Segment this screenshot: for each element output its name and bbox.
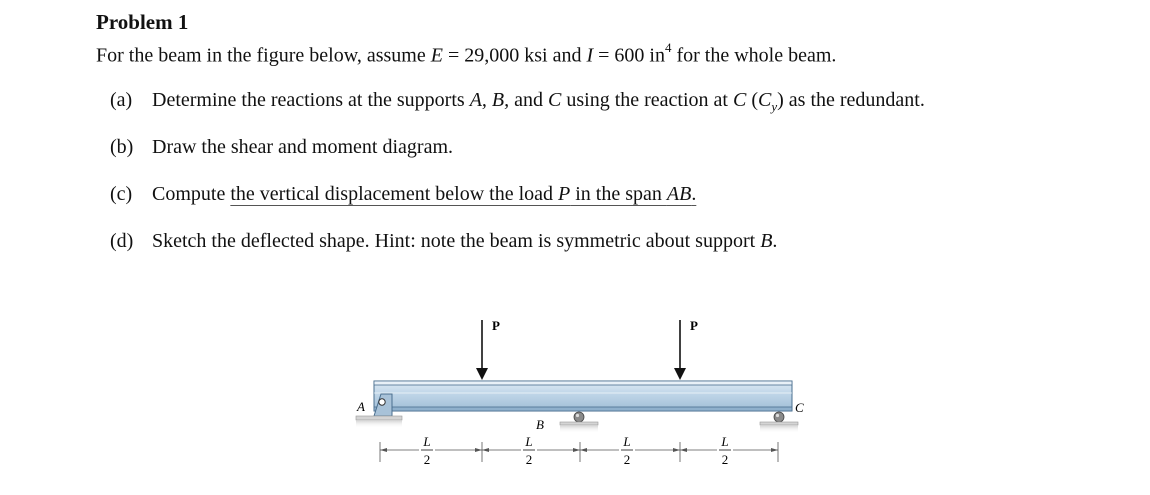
- dimension-2-den: 2: [525, 452, 533, 467]
- support-c-roller: [760, 412, 798, 433]
- part-d-var-b: B: [760, 230, 773, 252]
- dimension-3-den: 2: [623, 452, 631, 467]
- load-arrow-left: [476, 320, 488, 380]
- load-arrow-right: [674, 320, 686, 380]
- part-a-var-c2: C: [732, 89, 747, 111]
- intro-text-post: for the whole beam.: [671, 44, 837, 67]
- part-a-text-pre: Determine the reactions at the supports: [152, 89, 470, 111]
- load-label-left: P: [492, 318, 500, 333]
- support-c-label: C: [795, 400, 804, 415]
- part-a-paren-close: ): [777, 89, 784, 111]
- part-a-paren-open: (: [746, 89, 758, 111]
- dimension-label-4: [717, 434, 733, 467]
- load-label-right: P: [690, 318, 698, 333]
- part-a-vars: A, B,: [469, 89, 510, 111]
- dimension-label-2: [521, 434, 537, 467]
- dimension-3-num: L: [623, 434, 631, 449]
- problem-title: Problem 1: [96, 10, 189, 34]
- part-a-var-c: C: [548, 89, 562, 111]
- part-a-label: (a): [110, 89, 133, 111]
- part-b-text: Draw the shear and moment diagram.: [152, 136, 454, 158]
- part-a-text-post: as the redundant.: [783, 89, 925, 111]
- part-d-text-pre: Sketch the deflected shape. Hint: note the beam is symmetric about support: [152, 230, 761, 252]
- part-c-var-p: P: [558, 183, 571, 205]
- part-a-cy-sub: y: [771, 99, 778, 114]
- intro-eq1: = 29,000 ksi and: [442, 44, 587, 67]
- dimension-1-den: 2: [423, 452, 431, 467]
- support-b-label: B: [536, 417, 544, 432]
- part-c-var-ab: AB: [666, 183, 692, 205]
- part-d-text-post: .: [772, 230, 778, 252]
- part-c-underlined-post: .: [691, 183, 697, 205]
- part-c-label: (c): [110, 183, 133, 205]
- part-b-label: (b): [110, 136, 134, 158]
- support-b-roller: [560, 412, 598, 433]
- dimension-4-den: 2: [721, 452, 729, 467]
- part-a-text-mid: and: [509, 89, 549, 111]
- part-a-cy: C: [758, 89, 772, 111]
- dimension-label-3: [619, 434, 635, 467]
- beam: [374, 381, 792, 411]
- dimension-2-num: L: [525, 434, 533, 449]
- part-c-text-pre: Compute: [152, 183, 231, 205]
- dimension-1-num: L: [423, 434, 431, 449]
- part-c-underlined-mid: in the span: [570, 183, 667, 205]
- dimension-4-num: L: [721, 434, 729, 449]
- intro-exponent: 4: [664, 40, 672, 55]
- var-e: E: [430, 44, 443, 67]
- part-c-underlined-pre: the vertical displacement below the load: [230, 183, 558, 205]
- part-d-label: (d): [110, 230, 134, 252]
- intro-eq2: = 600 in: [593, 44, 665, 67]
- intro-text-pre: For the beam in the figure below, assume: [96, 44, 431, 67]
- var-i: I: [586, 44, 594, 67]
- dimension-label-1: [419, 434, 435, 467]
- part-a-text-mid2: using the reaction at: [561, 89, 733, 111]
- support-a-label: A: [357, 399, 365, 414]
